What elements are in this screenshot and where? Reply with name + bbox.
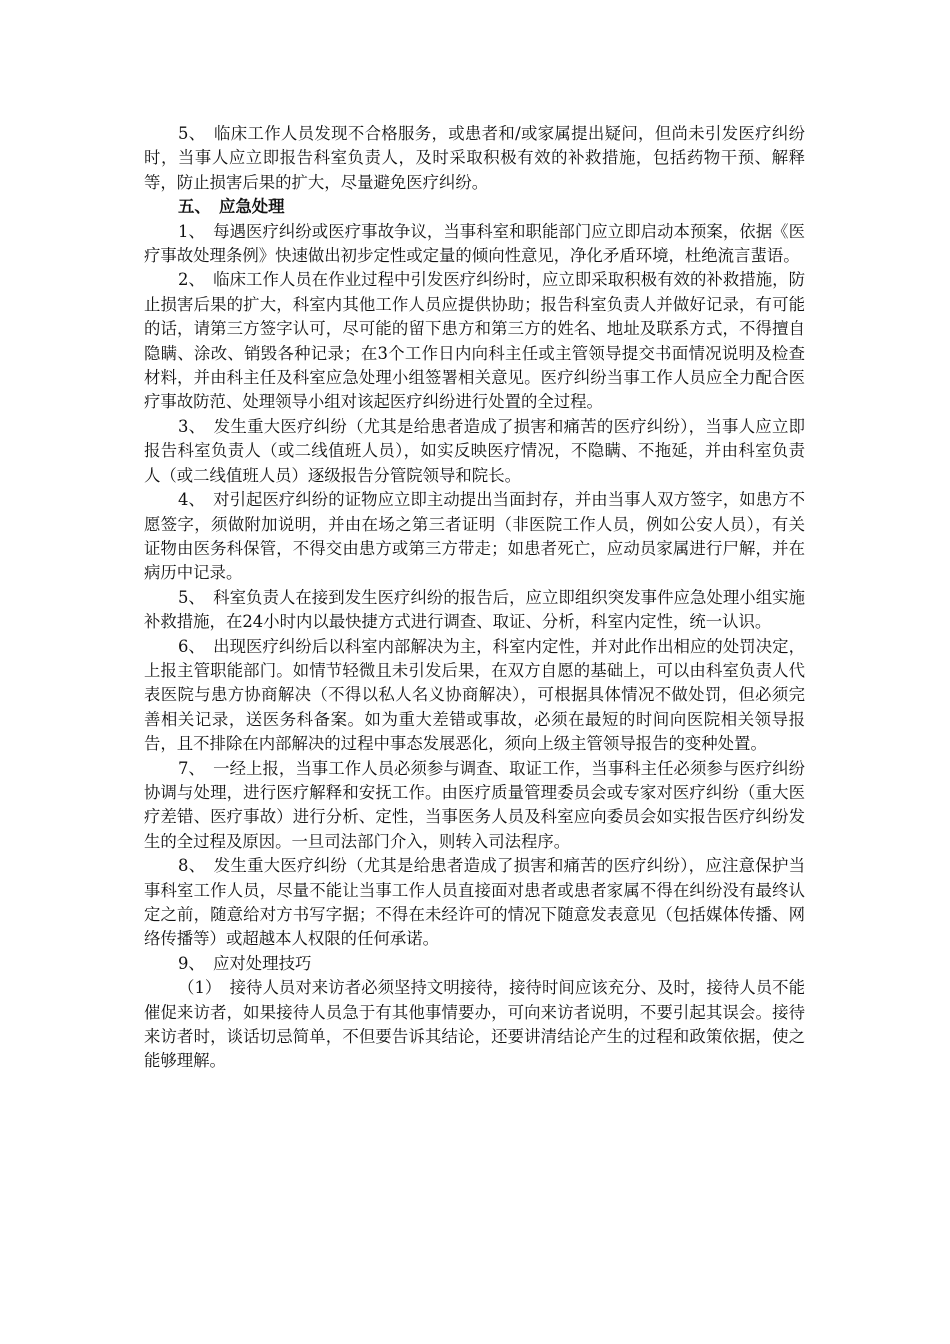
paragraph-emergency-8: 8、 发生重大医疗纠纷（尤其是给患者造成了损害和痛苦的医疗纠纷），应注意保护当事科室工作人员，尽量不能让当事工作人员直接面对患者或患者家属不得在纠纷没有最终认定之前，随意给对方书写字据；不得在未经许可的情况下随意发表意见（包括媒体传播、网络传播等）或超越本人权限的任何承诺。 [144, 856, 805, 949]
paragraph-clinical-5: 5、 临床工作人员发现不合格服务，或患者和/或家属提出疑问，但尚未引发医疗纠纷时，当事人应立即报告科室负责人，及时采取积极有效的补救措施，包括药物干预、解释等，防止损害后果的扩大，尽量避免医疗纠纷。 [144, 124, 805, 192]
paragraph-handling-skills-1: （1） 接待人员对来访者必须坚持文明接待，接待时间应该充分、及时，接待人员不能催促来访者，如果接待人员急于有其他事情要办，可向来访者说明，不要引起其误会。接待来访者时，谈话切忌简单，不但要告诉其结论，还要讲清结论产生的过程和政策依据，使之能够理解。 [144, 978, 805, 1071]
document-body [144, 122, 805, 1074]
paragraph-emergency-2: 2、 临床工作人员在作业过程中引发医疗纠纷时，应立即采取积极有效的补救措施，防止损害后果的扩大，科室内其他工作人员应提供协助；报告科室负责人并做好记录，有可能的话，请第三方签字认可，尽可能的留下患方和第三方的姓名、地址及联系方式，不得擅自隐瞒、涂改、销毁各种记录；在3个工作日内向科主任或主管领导提交书面情况说明及检查材料，并由科主任及科室应急处理小组签署相关意见。医疗纠纷当事工作人员应全力配合医疗事故防范、处理领导小组对该起医疗纠纷进行处置的全过程。 [144, 270, 805, 412]
paragraph-emergency-4: 4、 对引起医疗纠纷的证物应立即主动提出当面封存，并由当事人双方签字，如患方不愿签字，须做附加说明，并由在场之第三者证明（非医院工作人员，例如公安人员），有关证物由医务科保管，不得交由患方或第三方带走；如患者死亡，应动员家属进行尸解，并在病历中记录。 [144, 490, 805, 583]
paragraph-emergency-7: 7、 一经上报，当事工作人员必须参与调查、取证工作，当事科主任必须参与医疗纠纷协调与处理，进行医疗解释和安抚工作。由医疗质量管理委员会或专家对医疗纠纷（重大医疗差错、医疗事故）进行分析、定性，当事医务人员及科室应向委员会如实报告医疗纠纷发生的全过程及原因。一旦司法部门介入，则转入司法程序。 [144, 758, 805, 851]
paragraph-emergency-5: 5、 科室负责人在接到发生医疗纠纷的报告后，应立即组织突发事件应急处理小组实施补救措施，在24小时内以最快捷方式进行调查、取证、分析，科室内定性，统一认识。 [144, 587, 805, 632]
paragraph-emergency-1: 1、 每遇医疗纠纷或医疗事故争议，当事科室和职能部门应立即启动本预案，依据《医疗事故处理条例》快速做出初步定性或定量的倾向性意见，净化矛盾环境，杜绝流言蜚语。 [144, 221, 805, 266]
paragraph-emergency-3: 3、 发生重大医疗纠纷（尤其是给患者造成了损害和痛苦的医疗纠纷），当事人应立即报告科室负责人（或二线值班人员），如实反映医疗情况，不隐瞒、不拖延，并由科室负责人（或二线值班人员）逐级报告分管院领导和院长。 [144, 416, 805, 485]
subheading-handling-skills: 9、 应对处理技巧 [178, 953, 312, 973]
paragraph-emergency-6: 6、 出现医疗纠纷后以科室内部解决为主，科室内定性，并对此作出相应的处罚决定，上报主管职能部门。如情节轻微且未引发后果，在双方自愿的基础上，可以由科室负责人代表医院与患方协商解决（不得以私人名义协商解决），可根据具体情况不做处罚，但必须完善相关记录，送医务科备案。如为重大差错或事故，必须在最短的时间向医院相关领导报告，且不排除在内部解决的过程中事态发展恶化，须向上级主管领导报告的变种处置。 [144, 636, 805, 754]
section-heading-emergency: 五、 应急处理 [178, 197, 285, 217]
